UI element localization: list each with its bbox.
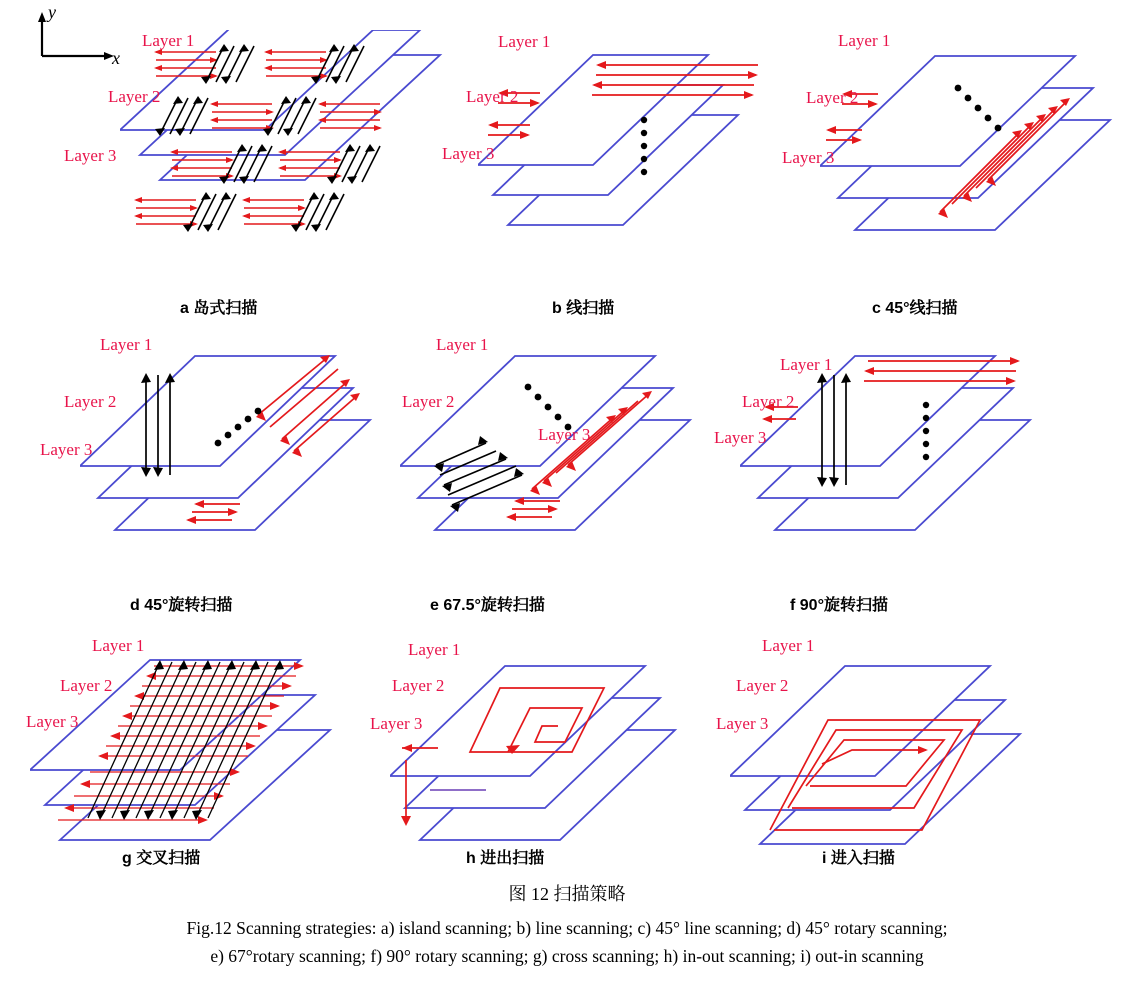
- panel-e-67-rotary-scanning: [400, 335, 730, 570]
- axis-label-x: x: [112, 48, 120, 68]
- panel-c-layer-2-label: Layer 2: [806, 88, 859, 107]
- panel-g-layer-2-label: Layer 2: [60, 676, 113, 695]
- panel-i-layer-2-label: Layer 2: [736, 676, 789, 695]
- panel-d-caption: d 45°旋转扫描: [130, 597, 233, 614]
- axis-label-y: y: [48, 2, 56, 22]
- panel-e-layer-1-label: Layer 1: [436, 335, 489, 354]
- panel-i-layer-3-label: Layer 3: [716, 714, 769, 733]
- panel-h-in-out-scanning: [390, 630, 710, 860]
- panel-i-out-in-scanning: [730, 630, 1060, 865]
- panel-e-caption: e 67.5°旋转扫描: [430, 597, 545, 614]
- panel-f-layer-1-label: Layer 1: [780, 355, 833, 374]
- panel-d-layer-2-label: Layer 2: [64, 392, 117, 411]
- panel-h-caption: h 进出扫描: [466, 850, 545, 867]
- panel-e-layer-2-label: Layer 2: [402, 392, 455, 411]
- panel-b-layer-2-label: Layer 2: [466, 87, 519, 106]
- panel-a-caption: a 岛式扫描: [180, 300, 258, 317]
- panel-i-layer-1-label: Layer 1: [762, 636, 815, 655]
- axis-indicator: [30, 4, 120, 64]
- panel-a-island-scanning: [120, 30, 450, 280]
- panel-h-layer-1-label: Layer 1: [408, 640, 461, 659]
- panel-d-layer-1-label: Layer 1: [100, 335, 153, 354]
- figure-caption-line-1: Fig.12 Scanning strategies: a) island scanning; b) line scanning; c) 45° line scanning; d) 45° rotary scanning;: [186, 918, 948, 938]
- panel-i-caption: i 进入扫描: [822, 850, 895, 867]
- panel-e-layer-3-label: Layer 3: [538, 425, 591, 444]
- panel-g-cross-scanning: [30, 620, 380, 860]
- panel-c-45-line-scanning: [820, 30, 1130, 270]
- panel-b-layer-1-label: Layer 1: [498, 32, 551, 51]
- panel-g-layer-3-label: Layer 3: [26, 712, 79, 731]
- panel-b-line-scanning: [478, 30, 778, 260]
- panel-d-layer-3-label: Layer 3: [40, 440, 93, 459]
- panel-f-layer-2-label: Layer 2: [742, 392, 795, 411]
- panel-b-caption: b 线扫描: [552, 300, 615, 317]
- panel-a-layer-1-label: Layer 1: [142, 31, 195, 50]
- panel-a-layer-2-label: Layer 2: [108, 87, 161, 106]
- figure-title: 图 12 扫描策略: [508, 884, 626, 904]
- figure-caption-line-2: e) 67°rotary scanning; f) 90° rotary scanning; g) cross scanning; h) in-out scanning; i) out-in scanning: [210, 946, 924, 966]
- panel-d-45-rotary-scanning: [80, 335, 400, 570]
- panel-a-layer-3-label: Layer 3: [64, 146, 117, 165]
- panel-f-caption: f 90°旋转扫描: [790, 597, 888, 614]
- panel-b-layer-3-label: Layer 3: [442, 144, 495, 163]
- panel-h-layer-2-label: Layer 2: [392, 676, 445, 695]
- panel-g-caption: g 交叉扫描: [122, 850, 201, 867]
- panel-c-layer-3-label: Layer 3: [782, 148, 835, 167]
- panel-f-layer-3-label: Layer 3: [714, 428, 767, 447]
- panel-h-layer-3-label: Layer 3: [370, 714, 423, 733]
- panel-c-layer-1-label: Layer 1: [838, 31, 891, 50]
- panel-g-layer-1-label: Layer 1: [92, 636, 145, 655]
- panel-c-caption: c 45°线扫描: [872, 300, 958, 317]
